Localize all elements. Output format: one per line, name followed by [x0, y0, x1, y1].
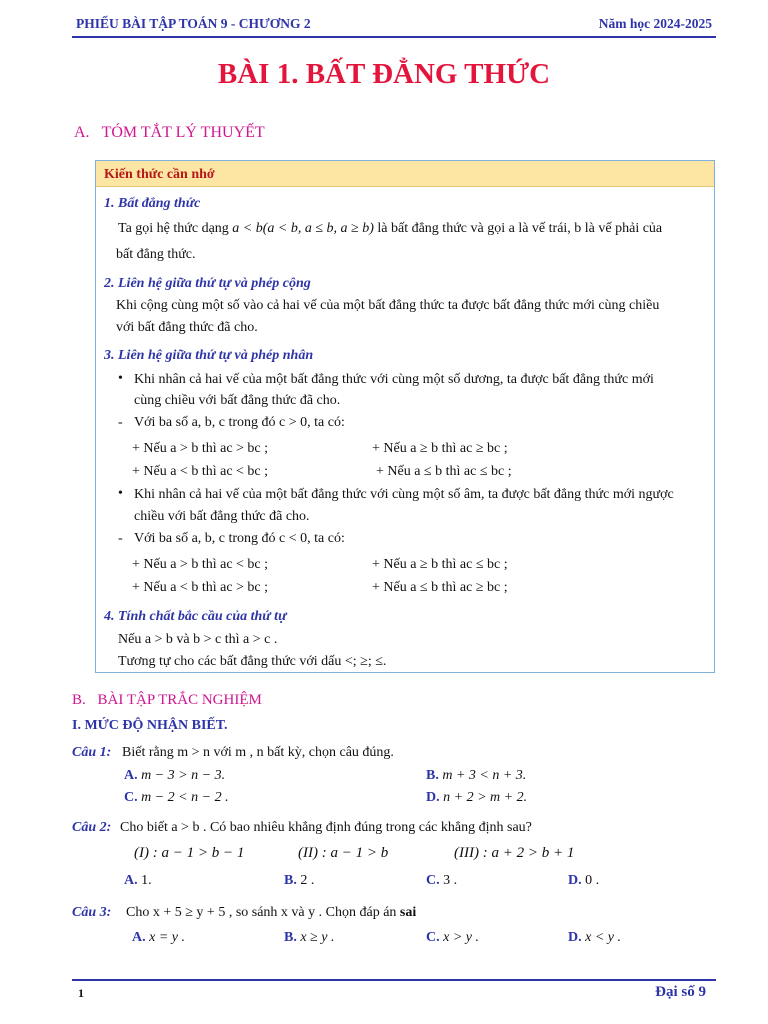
page-number: 1	[78, 986, 84, 1000]
q2-a-label: A.	[124, 873, 138, 888]
s3-d1-r1-left: + Nếu a > b thì ac > bc ;	[132, 441, 269, 456]
q1-option-b[interactable]	[426, 768, 526, 784]
s3-d2-r2-left: + Nếu a < b thì ac > bc ;	[132, 580, 269, 595]
section-b-title: BÀI TẬP TRẮC NGHIỆM	[97, 692, 262, 708]
q3-option-a[interactable]	[132, 930, 185, 946]
section-b-heading	[72, 692, 262, 709]
s1-title: 1. Bất đẳng thức	[104, 196, 201, 211]
q3-d-text: x < y .	[585, 930, 621, 945]
s4-line2: Tương tự cho các bất đẳng thức với dấu <; ≥; ≤.	[118, 654, 387, 669]
s4-line1: Nếu a > b và b > c thì a > c .	[118, 632, 278, 647]
footer-subject: Đại số 9	[655, 984, 706, 1000]
q3-b-text: x ≥ y .	[300, 930, 335, 945]
section-a-heading	[74, 124, 265, 142]
s3-dash1: -	[118, 415, 123, 430]
header-divider	[72, 36, 716, 38]
q1-b-text: m + 3 < n + 3.	[442, 768, 527, 783]
level-heading: I. MỨC ĐỘ NHẬN BIẾT.	[72, 718, 228, 733]
s1-line2: bất đẳng thức.	[116, 247, 196, 262]
s3-d1-r2-left: + Nếu a < b thì ac < bc ;	[132, 464, 269, 479]
s3-title: 3. Liên hệ giữa thứ tự và phép nhân	[104, 348, 314, 363]
s2-title: 2. Liên hệ giữa thứ tự và phép cộng	[104, 276, 311, 291]
s3-b1-line1: Khi nhân cả hai vế của một bất đẳng thức với cùng một số dương, ta được bất đẳng thức mới	[134, 372, 654, 387]
q2-text: Cho biết a > b . Có bao nhiêu khẳng định đúng trong các khẳng định sau?	[120, 820, 532, 835]
s4-title: 4. Tính chất bắc cầu của thứ tự	[104, 609, 287, 624]
s3-d2-r1-right: + Nếu a ≥ b thì ac ≤ bc ;	[372, 557, 508, 572]
q1-option-c[interactable]	[124, 790, 229, 806]
q3-option-d[interactable]	[568, 930, 621, 946]
q3-d-label: D.	[568, 930, 582, 945]
s3-d2-r1-left: + Nếu a > b thì ac < bc ;	[132, 557, 269, 572]
header-title: PHIẾU BÀI TẬP TOÁN 9 - CHƯƠNG 2	[76, 16, 311, 31]
q2-a-text: 1.	[141, 873, 152, 888]
s3-bullet1-dot: •	[118, 371, 123, 386]
footer-divider	[72, 979, 716, 981]
q3-b-label: B.	[284, 930, 297, 945]
s2-line2: với bất đẳng thức đã cho.	[116, 320, 258, 335]
s1-line1-math: a < b(a < b, a ≤ b, a ≥ b)	[232, 221, 374, 236]
q3-c-text: x > y .	[443, 930, 479, 945]
q2-option-b[interactable]	[284, 873, 314, 889]
s3-b2-line2: chiều với bất đẳng thức đã cho.	[134, 509, 310, 524]
page-title: BÀI 1. BẤT ĐẲNG THỨC	[217, 58, 551, 90]
q2-b-text: 2 .	[300, 873, 315, 888]
s3-d1-r1-right: + Nếu a ≥ b thì ac ≥ bc ;	[372, 441, 508, 456]
q2-option-d[interactable]	[568, 873, 599, 889]
section-a-title: TÓM TẮT LÝ THUYẾT	[101, 124, 265, 141]
q1-c-label: C.	[124, 790, 138, 805]
q3-a-label: A.	[132, 930, 146, 945]
q3-c-label: C.	[426, 930, 440, 945]
q2-statement-1: (I) : a − 1 > b − 1	[134, 845, 245, 861]
q1-b-label: B.	[426, 768, 439, 783]
q3-label: Câu 3:	[72, 905, 112, 920]
section-b-label: B.	[72, 692, 86, 708]
q2-d-text: 0 .	[585, 873, 600, 888]
q1-option-a[interactable]	[124, 768, 225, 784]
q2-label: Câu 2:	[72, 820, 112, 835]
q3-option-c[interactable]	[426, 930, 479, 946]
knowledge-box-heading: Kiến thức cần nhớ	[104, 167, 215, 182]
q2-statement-2: (II) : a − 1 > b	[298, 845, 389, 861]
header-school-year: Năm học 2024-2025	[598, 16, 712, 31]
s2-line1: Khi cộng cùng một số vào cả hai vế của một bất đẳng thức ta được bất đẳng thức mới cùng chiều	[116, 298, 660, 313]
s1-line1	[118, 221, 662, 237]
q2-d-label: D.	[568, 873, 582, 888]
q1-c-text: m − 2 < n − 2 .	[141, 790, 229, 805]
q2-statement-3: (III) : a + 2 > b + 1	[454, 845, 575, 861]
s3-bullet2-dot: •	[118, 486, 123, 501]
q1-d-label: D.	[426, 790, 440, 805]
q3-option-b[interactable]	[284, 930, 334, 946]
s3-d2-r2-right: + Nếu a ≤ b thì ac ≥ bc ;	[372, 580, 508, 595]
q3-text-main: Cho x + 5 ≥ y + 5 , so sánh x và y . Chọn đáp án	[126, 905, 400, 920]
q2-c-text: 3 .	[443, 873, 458, 888]
q2-b-label: B.	[284, 873, 297, 888]
s1-line1-post: là bất đẳng thức và gọi a là vế trái, b là vế phải của	[373, 221, 663, 236]
q2-option-a[interactable]	[124, 873, 152, 889]
s3-b2-line1: Khi nhân cả hai vế của một bất đẳng thức với cùng một số âm, ta được bất đẳng thức mới ngược	[134, 487, 674, 502]
s3-b1-line2: cùng chiều với bất đẳng thức đã cho.	[134, 393, 341, 408]
q1-label: Câu 1:	[72, 745, 112, 760]
s3-d1-r2-right: + Nếu a ≤ b thì ac ≤ bc ;	[376, 464, 512, 479]
q3-text-emphasis: sai	[399, 905, 417, 920]
q1-a-text: m − 3 > n − 3.	[141, 768, 226, 783]
q1-d-text: n + 2 > m + 2.	[443, 790, 528, 805]
s3-d2: Với ba số a, b, c trong đó c < 0, ta có:	[134, 531, 345, 546]
section-a-label: A.	[74, 124, 90, 141]
q1-option-d[interactable]	[426, 790, 527, 806]
q2-option-c[interactable]	[426, 873, 457, 889]
q1-a-label: A.	[124, 768, 138, 783]
q3-text	[126, 905, 416, 921]
q2-c-label: C.	[426, 873, 440, 888]
q3-a-text: x = y .	[149, 930, 185, 945]
s1-line1-pre: Ta gọi hệ thức dạng	[118, 221, 233, 236]
s3-dash2: -	[118, 531, 123, 546]
q1-text: Biết rằng m > n với m , n bất kỳ, chọn câu đúng.	[122, 745, 394, 760]
s3-d1: Với ba số a, b, c trong đó c > 0, ta có:	[134, 415, 345, 430]
